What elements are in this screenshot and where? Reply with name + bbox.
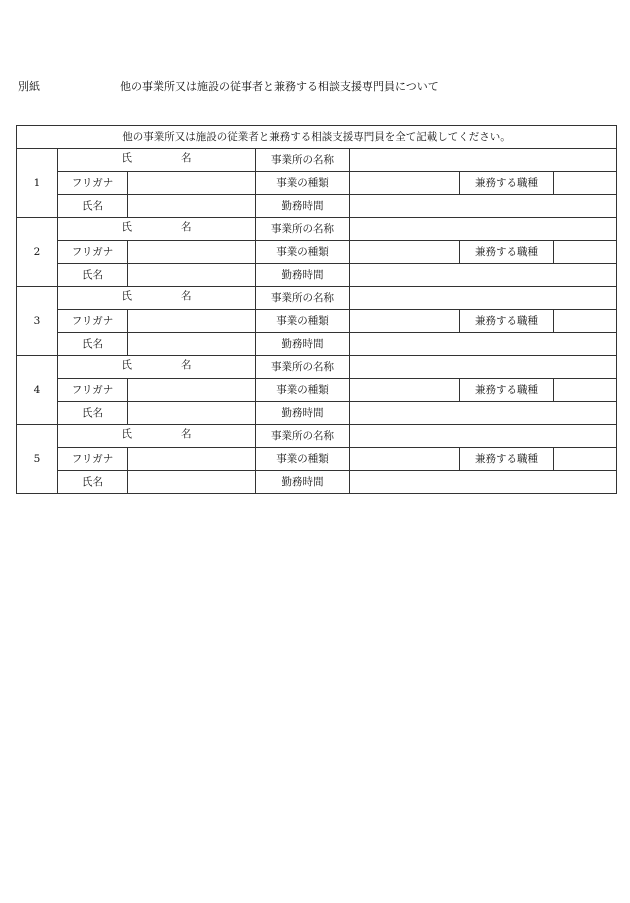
entry-row-name-header — [17, 356, 617, 379]
concurrent-job-field[interactable] — [554, 379, 617, 402]
name-header-given: 名 — [181, 428, 192, 440]
name-header-given: 名 — [181, 290, 192, 302]
entry-number: 3 — [17, 287, 58, 356]
furigana-label: フリガナ — [58, 172, 128, 195]
office-name-field[interactable] — [350, 287, 617, 310]
entry-row-name-header — [17, 218, 617, 241]
office-name-label: 事業所の名称 — [256, 287, 350, 310]
office-name-field[interactable] — [350, 149, 617, 172]
name-field[interactable] — [128, 264, 256, 287]
name-header-given: 名 — [181, 152, 192, 164]
table-caption-row — [17, 126, 617, 149]
office-name-field[interactable] — [350, 425, 617, 448]
entry-number: 2 — [17, 218, 58, 287]
entry-number: 1 — [17, 149, 58, 218]
concurrent-job-label: 兼務する職種 — [460, 448, 554, 471]
office-name-label: 事業所の名称 — [256, 425, 350, 448]
business-type-label: 事業の種類 — [256, 379, 350, 402]
name-header-cell — [58, 356, 256, 379]
staff-form-table — [16, 125, 617, 494]
work-hours-field[interactable] — [350, 195, 617, 218]
name-header-family: 氏 — [121, 221, 132, 233]
name-label: 氏名 — [58, 402, 128, 425]
work-hours-label: 勤務時間 — [256, 264, 350, 287]
entry-number: 4 — [17, 356, 58, 425]
work-hours-field[interactable] — [350, 471, 617, 494]
document-title: 他の事業所又は施設の従事者と兼務する相談支援専門員について — [120, 80, 439, 93]
name-label: 氏名 — [58, 195, 128, 218]
furigana-field[interactable] — [128, 241, 256, 264]
entry-row-name-header — [17, 149, 617, 172]
business-type-label: 事業の種類 — [256, 448, 350, 471]
table-caption: 他の事業所又は施設の従業者と兼務する相談支援専門員を全て記載してください。 — [17, 126, 617, 149]
entry-row-name — [17, 264, 617, 287]
name-header-cell — [58, 287, 256, 310]
concurrent-job-field[interactable] — [554, 310, 617, 333]
name-header-cell — [58, 425, 256, 448]
entry-row-name-header — [17, 287, 617, 310]
furigana-label: フリガナ — [58, 448, 128, 471]
furigana-label: フリガナ — [58, 379, 128, 402]
work-hours-label: 勤務時間 — [256, 471, 350, 494]
name-header-family: 氏 — [121, 290, 132, 302]
business-type-field[interactable] — [350, 448, 460, 471]
name-header-given: 名 — [181, 221, 192, 233]
office-name-label: 事業所の名称 — [256, 149, 350, 172]
concurrent-job-field[interactable] — [554, 172, 617, 195]
business-type-field[interactable] — [350, 241, 460, 264]
business-type-field[interactable] — [350, 310, 460, 333]
entry-row-name-header — [17, 425, 617, 448]
name-field[interactable] — [128, 195, 256, 218]
name-header-cell — [58, 149, 256, 172]
name-field[interactable] — [128, 402, 256, 425]
attachment-label: 別紙 — [18, 80, 40, 93]
office-name-field[interactable] — [350, 356, 617, 379]
furigana-label: フリガナ — [58, 241, 128, 264]
name-header-family: 氏 — [121, 152, 132, 164]
entry-row-name — [17, 402, 617, 425]
name-header-family: 氏 — [121, 359, 132, 371]
furigana-field[interactable] — [128, 310, 256, 333]
work-hours-label: 勤務時間 — [256, 402, 350, 425]
business-type-label: 事業の種類 — [256, 310, 350, 333]
name-header-given: 名 — [181, 359, 192, 371]
entry-number: 5 — [17, 425, 58, 494]
entry-row-furigana — [17, 172, 617, 195]
concurrent-job-field[interactable] — [554, 241, 617, 264]
concurrent-job-label: 兼務する職種 — [460, 379, 554, 402]
name-label: 氏名 — [58, 333, 128, 356]
name-label: 氏名 — [58, 471, 128, 494]
office-name-field[interactable] — [350, 218, 617, 241]
concurrent-job-field[interactable] — [554, 448, 617, 471]
work-hours-field[interactable] — [350, 402, 617, 425]
name-field[interactable] — [128, 471, 256, 494]
business-type-label: 事業の種類 — [256, 241, 350, 264]
office-name-label: 事業所の名称 — [256, 218, 350, 241]
business-type-field[interactable] — [350, 172, 460, 195]
business-type-label: 事業の種類 — [256, 172, 350, 195]
furigana-field[interactable] — [128, 379, 256, 402]
name-header-cell — [58, 218, 256, 241]
furigana-label: フリガナ — [58, 310, 128, 333]
entry-row-furigana — [17, 310, 617, 333]
concurrent-job-label: 兼務する職種 — [460, 241, 554, 264]
work-hours-field[interactable] — [350, 264, 617, 287]
concurrent-job-label: 兼務する職種 — [460, 172, 554, 195]
name-label: 氏名 — [58, 264, 128, 287]
entry-row-name — [17, 333, 617, 356]
concurrent-job-label: 兼務する職種 — [460, 310, 554, 333]
entry-row-furigana — [17, 379, 617, 402]
entry-row-name — [17, 195, 617, 218]
furigana-field[interactable] — [128, 448, 256, 471]
entry-row-name — [17, 471, 617, 494]
name-header-family: 氏 — [121, 428, 132, 440]
entry-row-furigana — [17, 448, 617, 471]
work-hours-label: 勤務時間 — [256, 195, 350, 218]
work-hours-field[interactable] — [350, 333, 617, 356]
furigana-field[interactable] — [128, 172, 256, 195]
name-field[interactable] — [128, 333, 256, 356]
office-name-label: 事業所の名称 — [256, 356, 350, 379]
business-type-field[interactable] — [350, 379, 460, 402]
work-hours-label: 勤務時間 — [256, 333, 350, 356]
entry-row-furigana — [17, 241, 617, 264]
